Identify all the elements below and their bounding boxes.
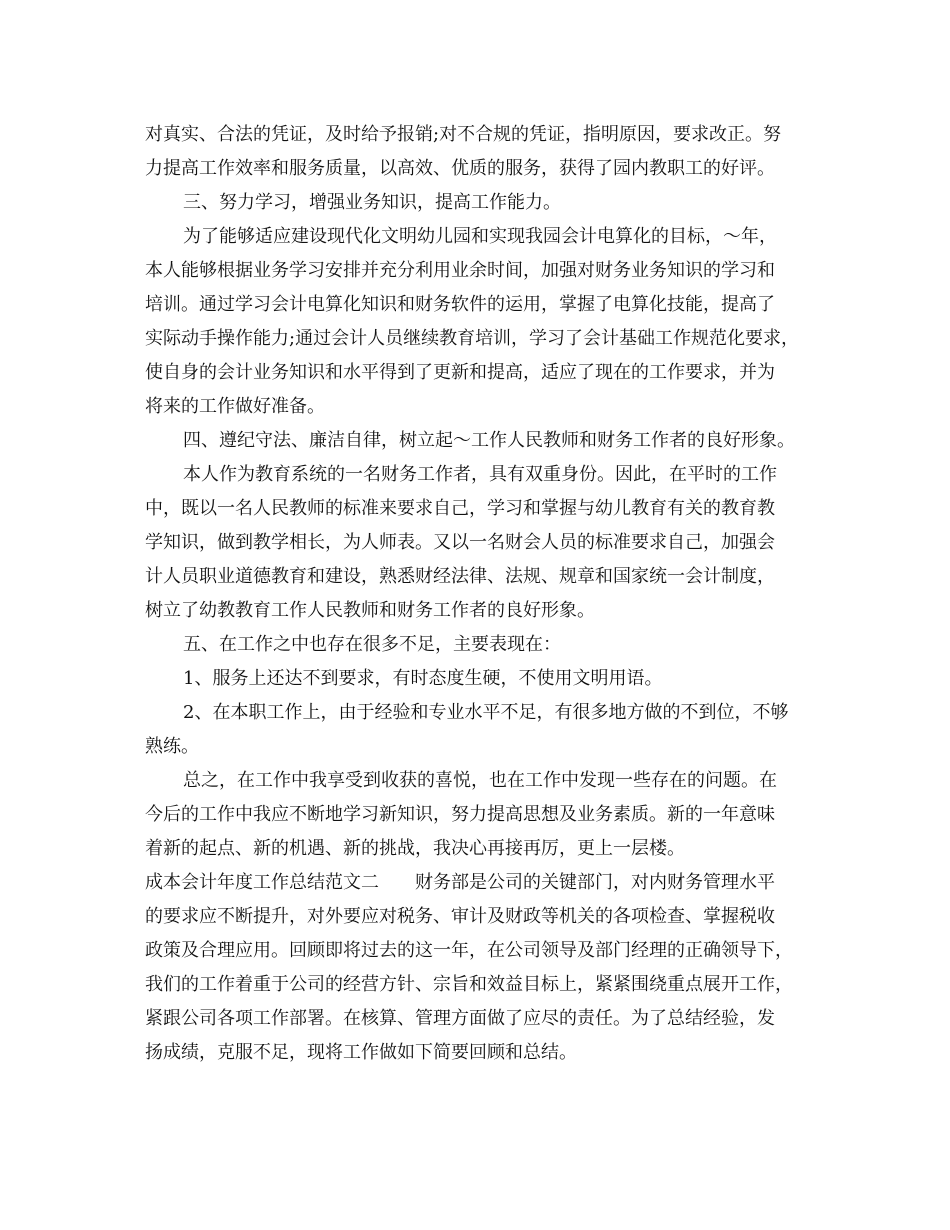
text-line: 计人员职业道德教育和建设，熟悉财经法律、法规、规章和国家统一会计制度， [145, 566, 775, 587]
section-heading: 三、努力学习，增强业务知识，提高工作能力。 [183, 192, 561, 213]
section-heading: 四、遵纪守法、廉洁自律，树立起～工作人民教师和财务工作者的良好形象。 [183, 430, 795, 451]
text-line: 的要求应不断提升，对外要应对税务、审计及财政等机关的各项检查、掌握税收 [145, 906, 775, 927]
text-line: 成本会计年度工作总结范文二 财务部是公司的关键部门，对内财务管理水平 [145, 872, 775, 893]
list-item: 1、服务上还达不到要求，有时态度生硬，不使用文明用语。 [183, 668, 663, 689]
section-heading: 五、在工作之中也存在很多不足，主要表现在： [183, 634, 561, 655]
text-line: 实际动手操作能力;通过会计人员继续教育培训，学习了会计基础工作规范化要求， [145, 328, 800, 349]
text-line: 力提高工作效率和服务质量，以高效、优质的服务，获得了园内教职工的好评。 [145, 158, 775, 179]
document-body [145, 118, 825, 1070]
text-line: 学知识，做到教学相长，为人师表。又以一名财会人员的标准要求自己，加强会 [145, 532, 775, 553]
text-line: 本人能够根据业务学习安排并充分利用业余时间，加强对财务业务知识的学习和 [145, 260, 775, 281]
text-line: 今后的工作中我应不断地学习新知识，努力提高思想及业务素质。新的一年意味 [145, 804, 775, 825]
text-line: 将来的工作做好准备。 [145, 396, 325, 417]
text-line: 对真实、合法的凭证，及时给予报销;对不合规的凭证，指明原因，要求改正。努 [145, 124, 782, 145]
text-line: 紧跟公司各项工作部署。在核算、管理方面做了应尽的责任。为了总结经验，发 [145, 1008, 775, 1029]
list-item: 2、在本职工作上，由于经验和专业水平不足，有很多地方做的不到位，不够 [183, 702, 789, 723]
text-line: 为了能够适应建设现代化文明幼儿园和实现我园会计电算化的目标，～年， [183, 226, 777, 247]
text-line: 本人作为教育系统的一名财务工作者，具有双重身份。因此，在平时的工作 [183, 464, 777, 485]
text-line: 树立了幼教教育工作人民教师和财务工作者的良好形象。 [145, 600, 595, 621]
text-line: 中，既以一名人民教师的标准来要求自己，学习和掌握与幼儿教育有关的教育教 [145, 498, 775, 519]
text-line: 总之，在工作中我享受到收获的喜悦，也在工作中发现一些存在的问题。在 [183, 770, 777, 791]
text-line: 使自身的会计业务知识和水平得到了更新和提高，适应了现在的工作要求，并为 [145, 362, 775, 383]
text-line: 我们的工作着重于公司的经营方针、宗旨和效益目标上，紧紧围绕重点展开工作， [145, 974, 793, 995]
text-line: 熟练。 [145, 736, 199, 757]
text-line: 着新的起点、新的机遇、新的挑战，我决心再接再厉，更上一层楼。 [145, 838, 685, 859]
text-line: 政策及合理应用。回顾即将过去的这一年，在公司领导及部门经理的正确领导下， [145, 940, 793, 961]
text-line: 扬成绩，克服不足，现将工作做如下简要回顾和总结。 [145, 1042, 577, 1063]
text-line: 培训。通过学习会计电算化知识和财务软件的运用，掌握了电算化技能，提高了 [145, 294, 775, 315]
